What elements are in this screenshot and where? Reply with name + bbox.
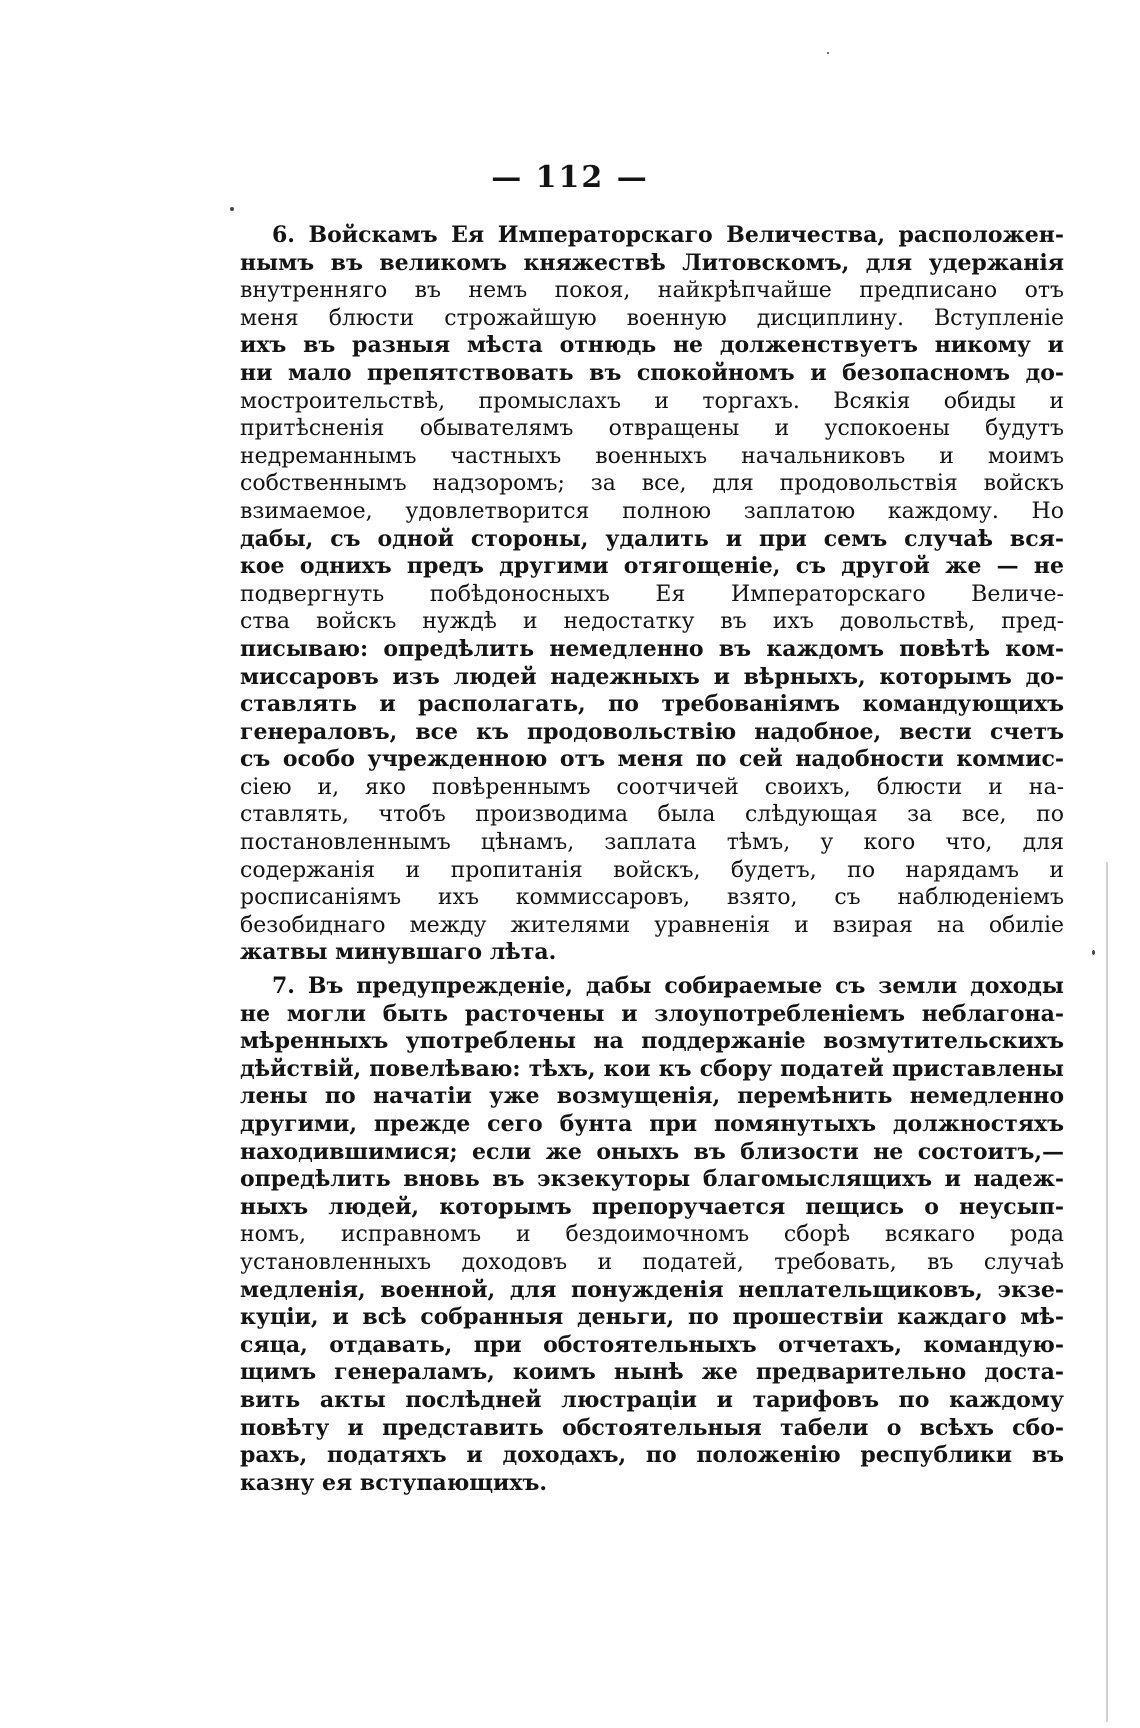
text-line: собственнымъ надзоромъ; за все, для продовольствія войскъ <box>240 471 1064 497</box>
text-line: мостроительствѣ, промыслахъ и торгахъ. Всякія обиды и <box>240 388 1064 414</box>
text-line: щимъ генераламъ, коимъ нынѣ же предварительно доста- <box>240 1359 1064 1386</box>
text-line: содержанія и пропитанія войскъ, будетъ, по нарядамъ и <box>240 857 1064 883</box>
text-line: дѣйствій, повелѣваю: тѣхъ, кои къ сбору податей приставлены <box>240 1055 1064 1082</box>
text-line: номъ, исправномъ и бездоимочномъ сборѣ всякаго рода <box>240 1222 1064 1248</box>
text-line: внутренняго въ немъ покоя, найкрѣпчайше предписано отъ <box>240 278 1064 304</box>
text-line: генераловъ, все къ продовольствію надобное, вести счетъ <box>240 718 1064 745</box>
text-line: сяца, отдавать, при обстоятельныхъ отчетахъ, командую- <box>240 1331 1064 1358</box>
text-line: постановленнымъ цѣнамъ, заплата тѣмъ, у кого что, для <box>240 830 1064 856</box>
text-line: установленныхъ доходовъ и податей, требовать, въ случаѣ <box>240 1249 1064 1275</box>
text-line: безобиднаго между жителями уравненія и взирая на обиліе <box>240 912 1064 938</box>
text-line: взимаемое, удовлетворится полною заплатою каждому. Но <box>240 498 1064 524</box>
text-line: притѣсненія обывателямъ отвращены и успокоены будутъ <box>240 416 1064 442</box>
text-line: росписаніямъ ихъ коммиссаровъ, взято, съ наблюденіемъ <box>240 885 1064 911</box>
text-line: лены по начатіи уже возмущенія, перемѣнить немедленно <box>240 1083 1064 1110</box>
text-line: сіею и, яко повѣреннымъ соотчичей своихъ, блюсти и на- <box>240 774 1064 800</box>
text-line: 7. Въ предупрежденіе, дабы собираемые съ земли доходы <box>272 973 1064 1000</box>
text-line: вить акты послѣдней люстраціи и тарифовъ по каждому <box>240 1386 1064 1413</box>
text-line: находившимися; если же оныхъ въ близости не состоитъ,— <box>240 1138 1064 1165</box>
page-number: — 112 — <box>491 160 649 195</box>
text-line: миссаровъ изъ людей надежныхъ и вѣрныхъ, которымъ до- <box>240 663 1064 690</box>
text-body <box>240 222 1064 1503</box>
text-line: другими, прежде сего бунта при помянутыхъ должностяхъ <box>240 1111 1064 1137</box>
scan-speck <box>230 207 234 211</box>
text-line: недреманнымъ частныхъ военныхъ начальниковъ и моимъ <box>240 443 1064 469</box>
text-line: казну ея вступающихъ. <box>240 1469 548 1496</box>
text-line: ставлять, чтобъ производима была слѣдующая за все, по <box>240 802 1064 828</box>
text-line: жатвы минувшаго лѣта. <box>240 939 557 966</box>
scan-edge-line <box>1106 862 1108 1722</box>
text-line: ни мало препятствовать въ спокойномъ и безопасномъ до- <box>240 359 1064 386</box>
scan-speck <box>827 52 829 54</box>
text-line: медленія, военной, для понужденія неплательщиковъ, экзе- <box>240 1276 1064 1303</box>
paragraph-6 <box>240 222 1064 967</box>
text-line: ства войскъ нуждѣ и недостатку въ ихъ довольствѣ, пред- <box>240 609 1064 635</box>
text-line: опредѣлить вновь въ экзекуторы благомыслящихъ и надеж- <box>240 1166 1064 1193</box>
text-line: не могли быть расточены и злоупотребленіемъ неблагона- <box>240 1000 1064 1027</box>
scan-speck <box>1092 950 1095 955</box>
text-line: повѣту и представить обстоятельныя табели о всѣхъ сбо- <box>240 1414 1064 1441</box>
text-line: нымъ въ великомъ княжествѣ Литовскомъ, для удержанія <box>240 249 1064 276</box>
text-line: мѣренныхъ употреблены на поддержаніе возмутительскихъ <box>240 1028 1064 1055</box>
text-line: ныхъ людей, которымъ препоручается пещись о неусып- <box>240 1193 1064 1220</box>
text-line: съ особо учрежденною отъ меня по сей надобности коммис- <box>240 746 1064 773</box>
text-line: писываю: опредѣлить немедленно въ каждомъ повѣтѣ ком- <box>240 635 1064 662</box>
text-line: рахъ, податяхъ и доходахъ, по положенію республики въ <box>240 1442 1064 1469</box>
text-line: куціи, и всѣ собранныя деньги, по прошествіи каждаго мѣ- <box>240 1304 1064 1331</box>
text-line: 6. Войскамъ Ея Императорскаго Величества, расположен- <box>272 222 1064 248</box>
paragraph-7 <box>240 973 1064 1497</box>
text-line: кое однихъ предъ другими отягощеніе, съ другой же — не <box>240 553 1064 580</box>
text-line: дабы, съ одной стороны, удалить и при семъ случаѣ вся- <box>240 525 1064 552</box>
text-line: ставлять и располагать, по требованіямъ командующихъ <box>240 691 1064 718</box>
text-line: подвергнуть побѣдоносныхъ Ея Императорскаго Величе- <box>240 581 1064 607</box>
text-line: меня блюсти строжайшую военную дисциплину. Вступленіе <box>240 305 1064 331</box>
text-line: ихъ въ разныя мѣста отнюдь не долженствуетъ никому и <box>240 332 1064 359</box>
